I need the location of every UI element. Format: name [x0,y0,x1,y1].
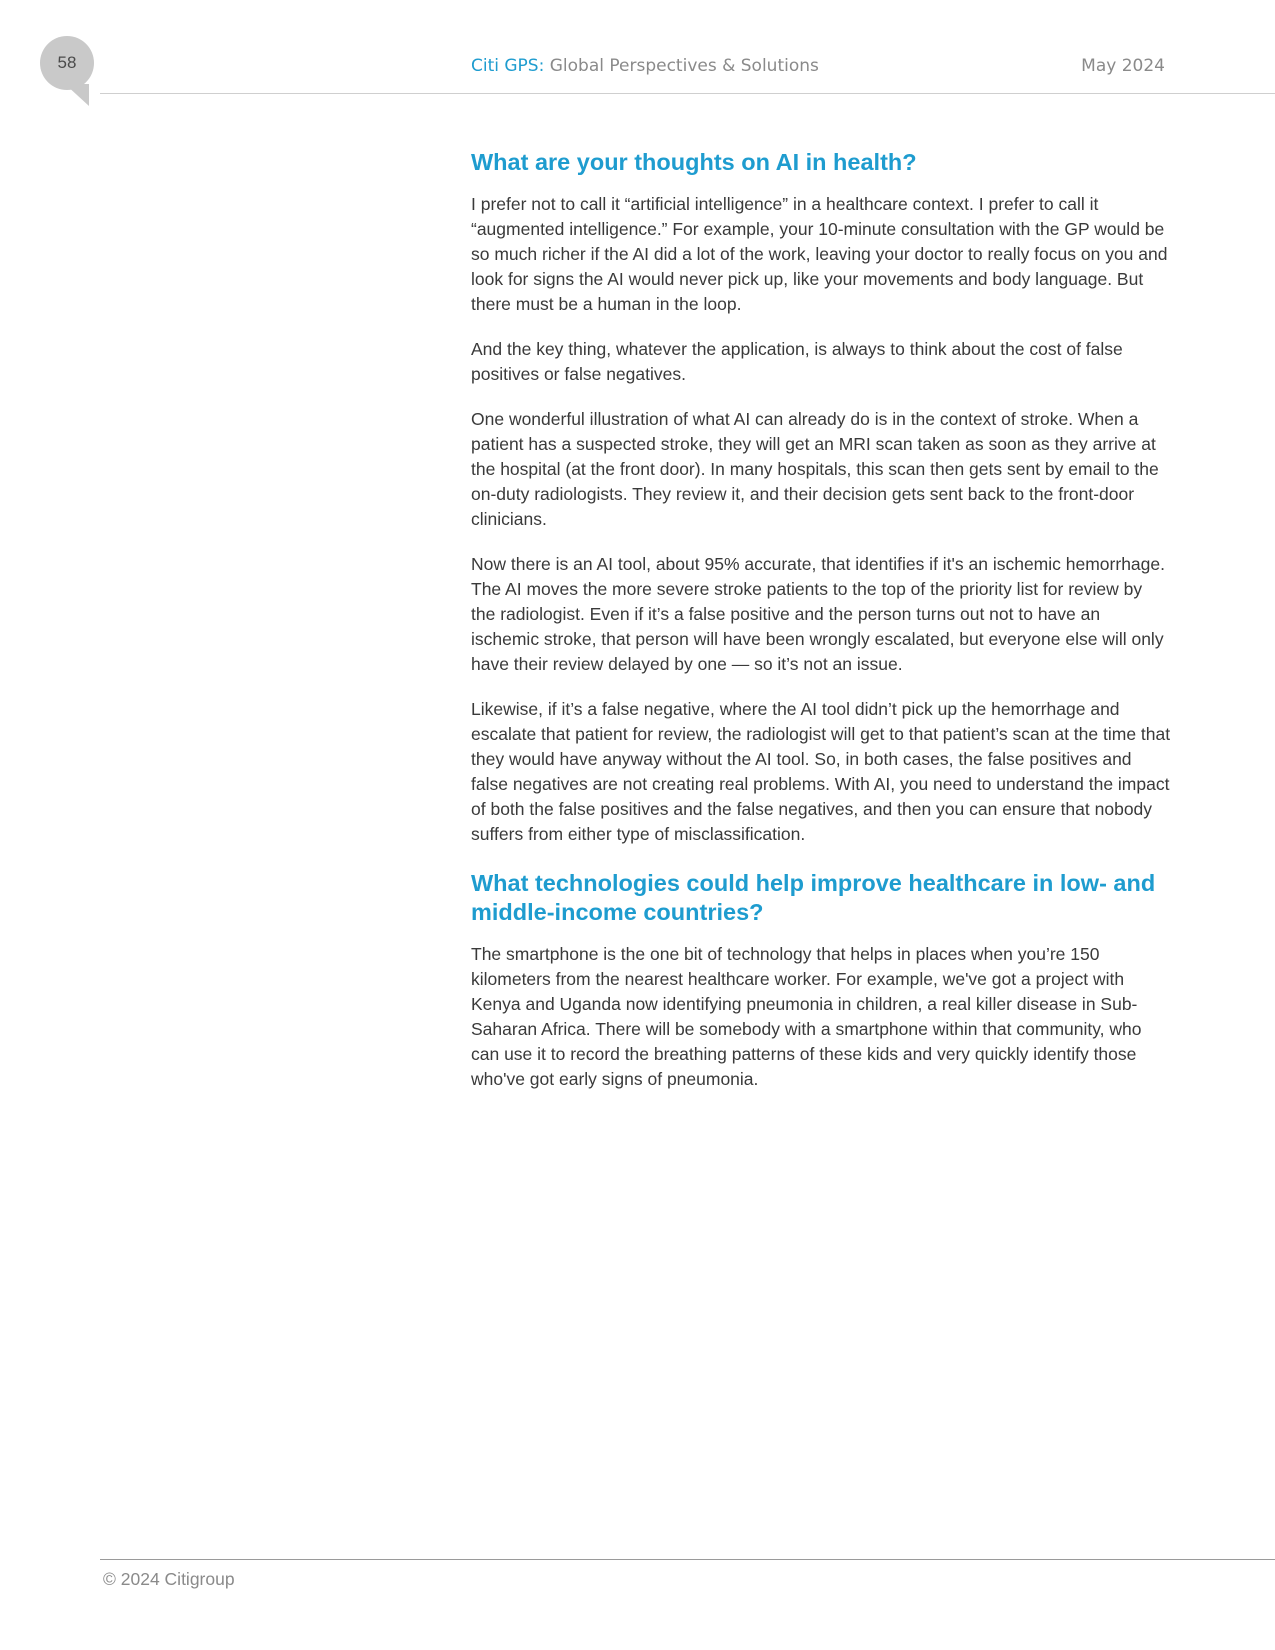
paragraph: Now there is an AI tool, about 95% accurate, that identifies if it's an ischemic hemorrhage. The AI moves the more severe stroke patients to the top of the priority list for review by the radiologist. Even if it’s a false positive and the person turns out not to have an ischemic stroke, that person will have been wrongly escalated, but everyone else will only have their review delayed by one — so it’s not an issue. [471,554,1165,674]
section-heading-ai-in-health: What are your thoughts on AI in health? [471,149,917,175]
paragraph: The smartphone is the one bit of technology that helps in places when you’re 150 kilometers from the nearest healthcare worker. For example, we've got a project with Kenya and Uganda now identifying pneumonia in children, a real killer disease in Sub-Saharan Africa. There will be somebody with a smartphone within that community, who can use it to record the breathing patterns of these kids and very quickly identify those who've got early signs of pneumonia. [471,944,1142,1089]
page-badge-tail [65,84,89,106]
header-divider [100,93,1275,94]
header-date: May 2024 [1081,56,1165,76]
page-number: 58 [57,53,77,72]
footer-copyright: © 2024 Citigroup [103,1569,235,1589]
page-number-badge [40,36,94,90]
paragraph: Likewise, if it’s a false negative, where the AI tool didn’t pick up the hemorrhage and escalate that patient for review, the radiologist will get to that patient’s scan at the time that they would have anyway without the AI tool. So, in both cases, the false positives and false negatives are not creating real problems. With AI, you need to understand the impact of both the false positives and the false negatives, and then you can ensure that nobody suffers from either type of misclassification. [471,699,1171,844]
footer-divider [100,1559,1275,1560]
header-brand [471,56,819,76]
brand-tagline: Global Perspectives & Solutions [544,56,819,76]
brand-name: Citi GPS: [471,56,545,76]
paragraph: I prefer not to call it “artificial intelligence” in a healthcare context. I prefer to call it “augmented intelligence.” For example, your 10-minute consultation with the GP would be so much richer if the AI did a lot of the work, leaving your doctor to really focus on you and look for signs the AI would never pick up, like your movements and body language. But there must be a human in the loop. [471,194,1168,314]
section-heading-technologies: What technologies could help improve healthcare in low- and middle-income countries? [471,870,1156,925]
article-body [471,148,1171,1112]
paragraph: And the key thing, whatever the application, is always to think about the cost of false positives or false negatives. [471,339,1123,384]
paragraph: One wonderful illustration of what AI can already do is in the context of stroke. When a patient has a suspected stroke, they will get an MRI scan taken as soon as they arrive at the hospital (at the front door). In many hospitals, this scan then gets sent by email to the on-duty radiologists. They review it, and their decision gets sent back to the front-door clinicians. [471,409,1159,529]
